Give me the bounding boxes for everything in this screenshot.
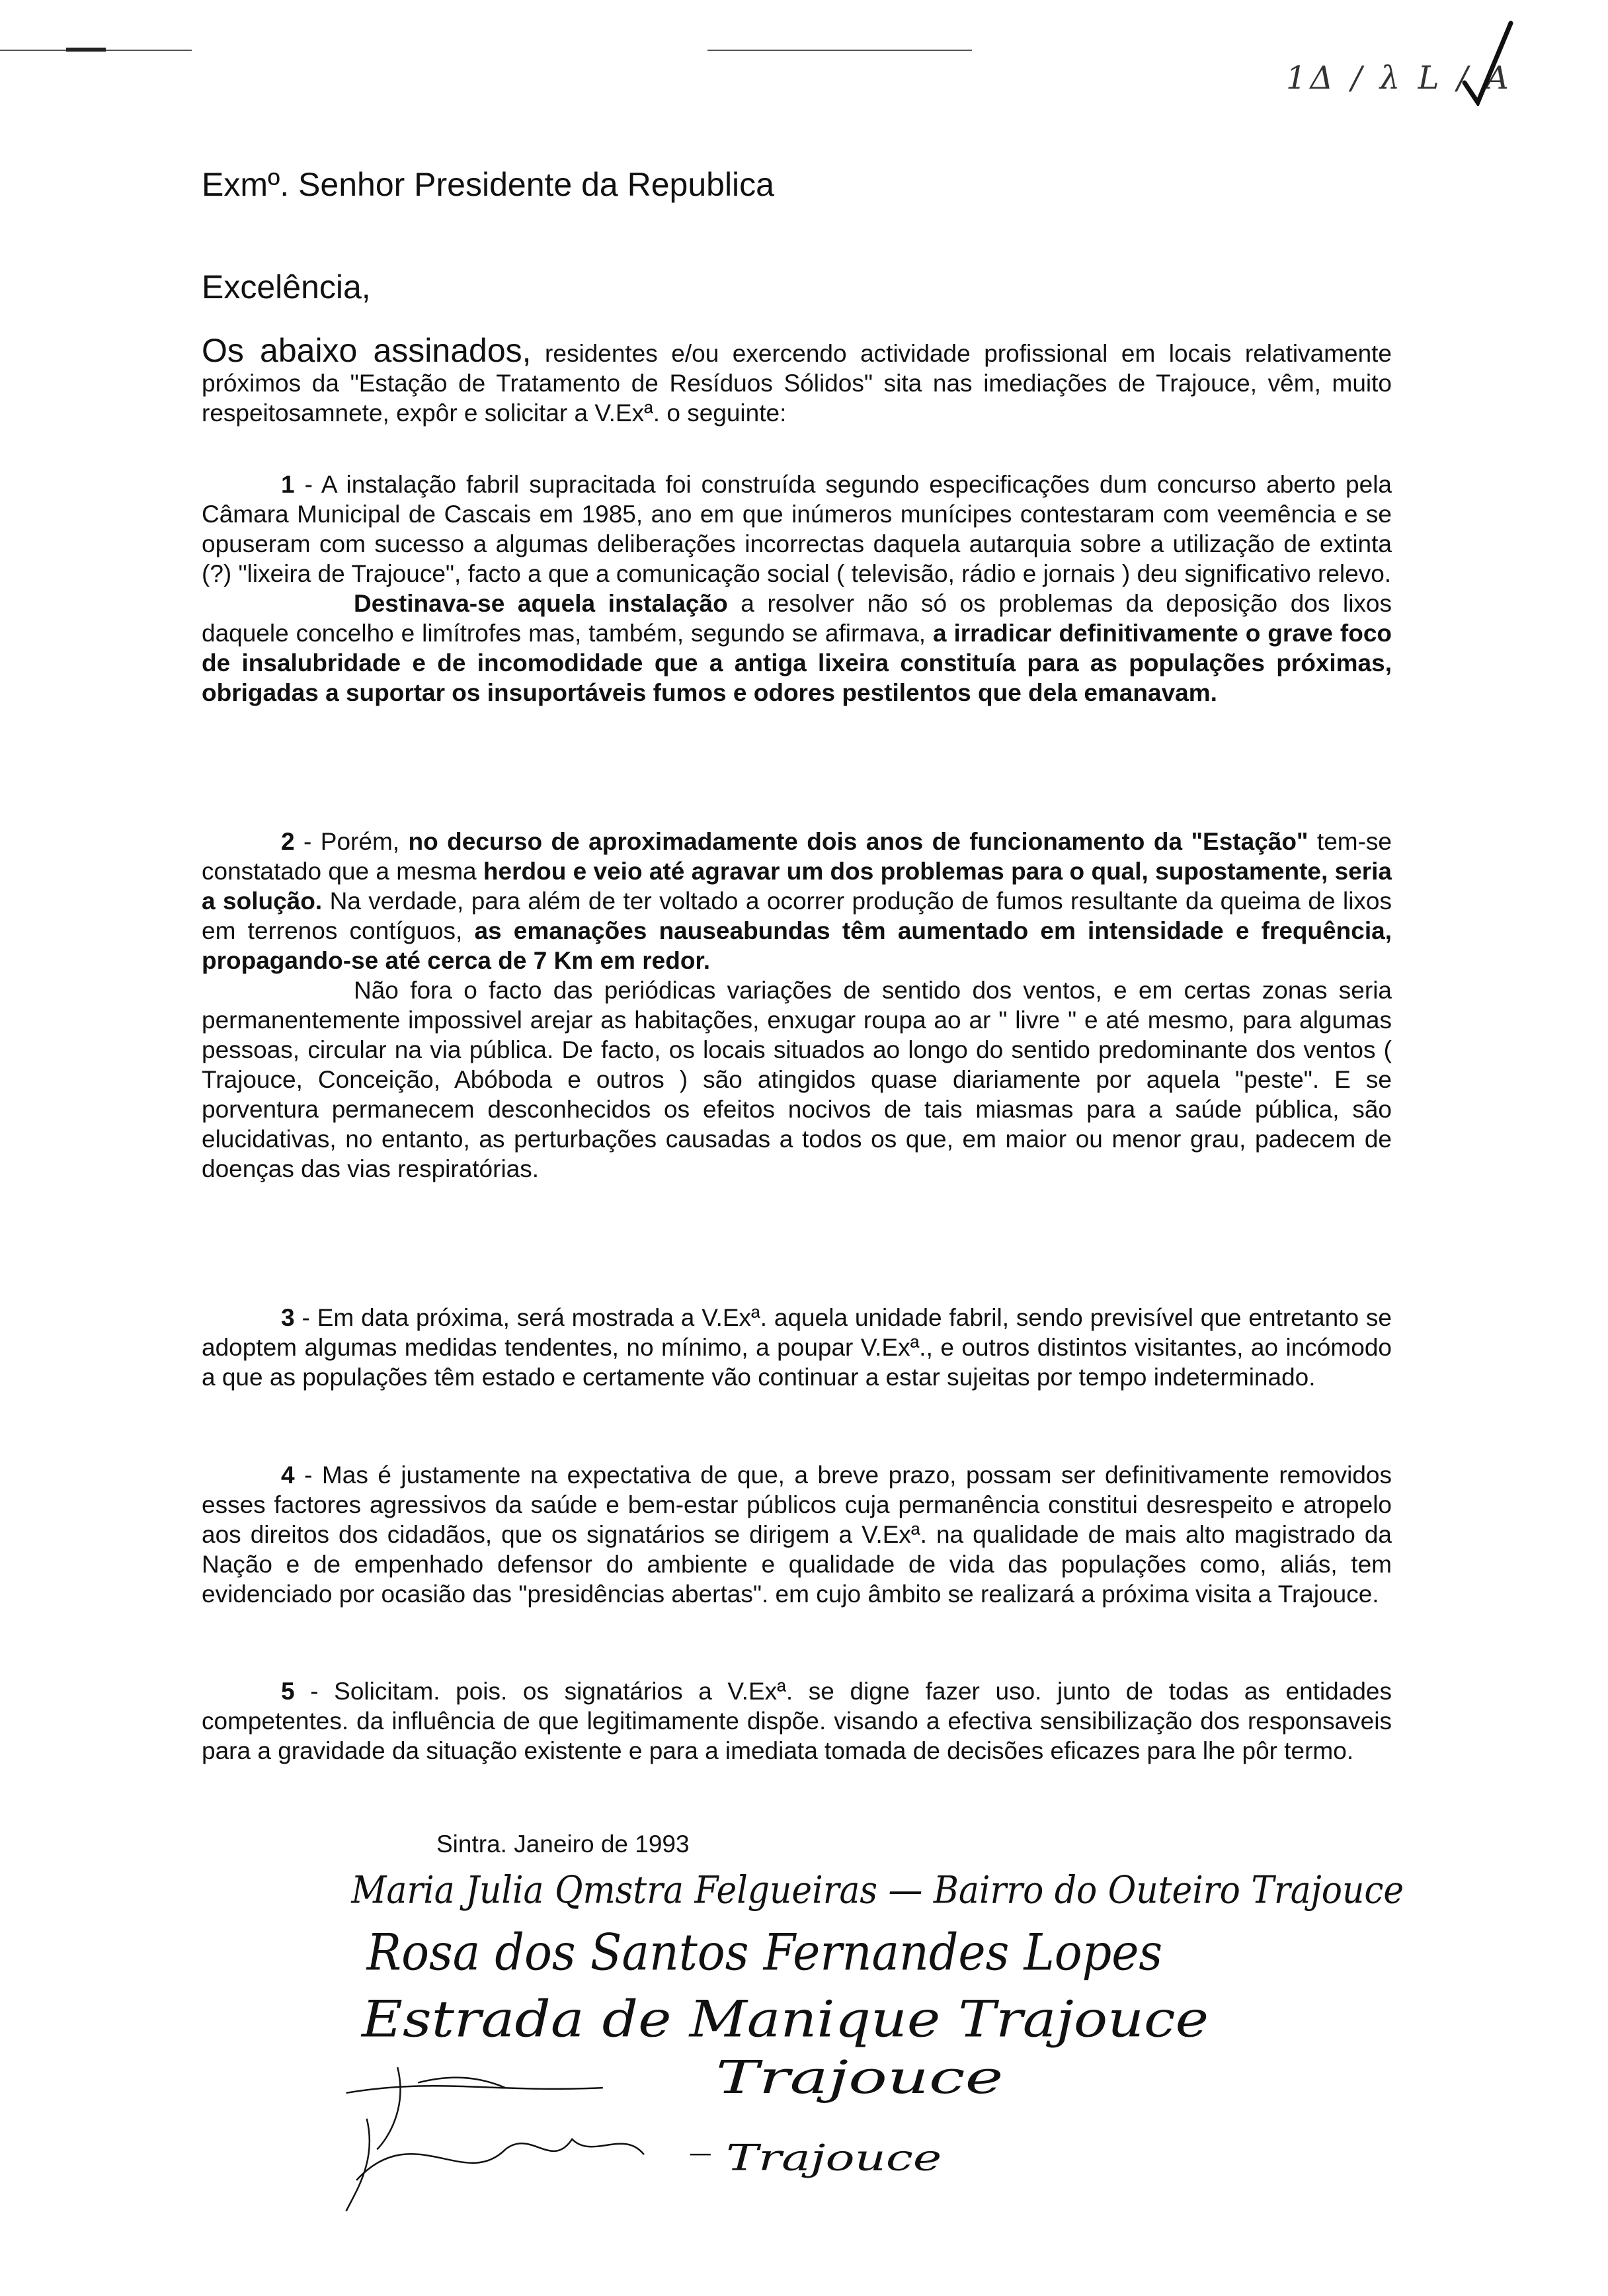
bold-phrase: Destinava-se aquela instalação — [354, 590, 728, 617]
paragraph-text: tem-se constatado que a mesma — [202, 828, 1392, 885]
paragraph-number: 5 — [281, 1678, 295, 1705]
paragraph-text: Não fora o facto das periódicas variações de sentido dos ventos, e em certas zonas seria permanentemente impossivel arejar as habitações, enxugar roupa ao ar " livre " e até mesmo, para algumas pessoas, circular na via pública. De facto, os locais situados ao longo do sentido predominante dos ventos ( Trajouce, Conceição, Abóboda e outros ) são atingidos quase diariamente por aquela "peste". E se porventura permanecem desconhecidos os efeitos nocivos de tais miasmas para a saúde pública, são elucidativas, no entanto, as perturbações causadas a todos os que, em maior ou menor grau, padecem de doenças das vias respiratórias. — [202, 977, 1392, 1182]
paragraph-text: - Porém, — [294, 828, 409, 855]
signature-3: Estrada de Manique Trajouce — [360, 1989, 1209, 2049]
greeting-line: Excelência, — [202, 268, 371, 306]
paragraph-text: a resolver não só os problemas da deposição dos lixos daquele concelho e limítrofes mas, também, segundo se afirmava, — [202, 590, 1392, 647]
paragraph-number: 4 — [281, 1461, 295, 1489]
paragraph-number: 1 — [281, 471, 295, 498]
intro-text: residentes e/ou exercendo actividade profissional em locais relativamente próximos da "Estação de Tratamento de Resíduos Sólidos" sita nas imediações de Trajouce, vêm, muito respeitosamnete, expôr e solicitar a V.Exª. o seguinte: — [202, 340, 1392, 427]
paragraph-3 — [202, 1303, 1392, 1392]
paragraph-text: Na verdade, para além de ter voltado a ocorrer produção de fumos resultante da queima de lixos em terrenos contíguos, — [202, 887, 1392, 944]
paragraph-text: - Em data próxima, será mostrada a V.Exª. aquela unidade fabril, sendo previsível que entretanto se adoptem algumas medidas tendentes, no mínimo, a poupar V.Exª., e outros distintos visitantes, ao incómodo a que as populações têm estado e certamente vão continuar a estar sujeitas por tempo indeterminado. — [202, 1304, 1392, 1391]
checkmark-icon — [1461, 20, 1514, 106]
intro-lead: Os abaixo assinados, — [202, 332, 532, 369]
bold-phrase: a irradicar definitivamente o grave foco de insalubridade e de incomodidade que a antiga lixeira constituía para as populações próximas, obrigadas a suportar os insuportáveis fumos e odores pestilentos que dela emanavam. — [202, 620, 1392, 706]
paragraph-4 — [202, 1460, 1392, 1609]
signature-2: Rosa dos Santos Fernandes Lopes — [365, 1922, 1163, 1982]
scan-artifact-line — [66, 48, 106, 52]
paragraph-1 — [202, 470, 1392, 708]
bold-phrase: no decurso de aproximadamente dois anos de funcionamento da "Estação" — [408, 828, 1308, 855]
paragraph-number: 3 — [281, 1304, 295, 1331]
intro-paragraph — [202, 332, 1392, 428]
bold-phrase: as emanações nauseabundas têm aumentado em intensidade e frequência, propagando-se até cerca de 7 Km em redor. — [202, 917, 1392, 974]
signature-scribble — [346, 2119, 644, 2211]
bold-phrase: herdou e veio até agravar um dos problemas para o qual, supostamente, seria a solução. — [202, 858, 1392, 915]
reference-mark: 1Δ / λ L / A — [1286, 60, 1513, 97]
addressee-line: Exmº. Senhor Presidente da Republica — [202, 166, 774, 203]
paragraph-text: - Solicitam. pois. os signatários a V.Exª. se digne fazer uso. junto de todas as entidades competentes. da influência de que legitimamente dispõe. visando a efectiva sensibilização dos responsaveis para a gravidade da situação existente e para a imediata tomada de decisões eficazes para lhe pôr termo. — [202, 1678, 1392, 1764]
date-place-line: Sintra. Janeiro de 1993 — [436, 1830, 690, 1858]
paragraph-number: 2 — [281, 828, 295, 855]
paragraph-text: - A instalação fabril supracitada foi construída segundo especificações dum concurso aberto pela Câmara Municipal de Cascais em 1985, ano em que inúmeros munícipes contestaram com veemência e se opuseram com sucesso a algumas deliberações incorrectas daquela autarquia sobre a utilização de extinta (?) "lixeira de Trajouce", facto a que a comunicação social ( televisão, rádio e jornais ) deu significativo relevo. — [202, 471, 1392, 587]
paragraph-5 — [202, 1676, 1392, 1766]
scan-artifact-line — [707, 50, 972, 51]
signatures-block — [179, 1852, 1587, 2288]
paragraph-text: - Mas é justamente na expectativa de que, a breve prazo, possam ser definitivamente removidos esses factores agressivos da saúde e bem-estar públicos cuja permanência constitui desrespeito e atropelo aos direitos dos cidadãos, que os signatários se dirigem a V.Exª. na qualidade de mais alto magistrado da Nação e de empenhado defensor do ambiente e qualidade de vida das populações como, aliás, tem evidenciado por ocasião das "presidências abertas". em cujo âmbito se realizará a próxima visita a Trajouce. — [202, 1461, 1392, 1608]
signature-scribble — [346, 2067, 603, 2149]
paragraph-2 — [202, 827, 1392, 1184]
signature-1: Maria Julia Qmstra Felgueiras — Bairro do Outeiro Trajouce — [350, 1867, 1404, 1912]
signature-4: Trajouce — [715, 2051, 1004, 2104]
signature-5: Trajouce — [726, 2137, 942, 2179]
